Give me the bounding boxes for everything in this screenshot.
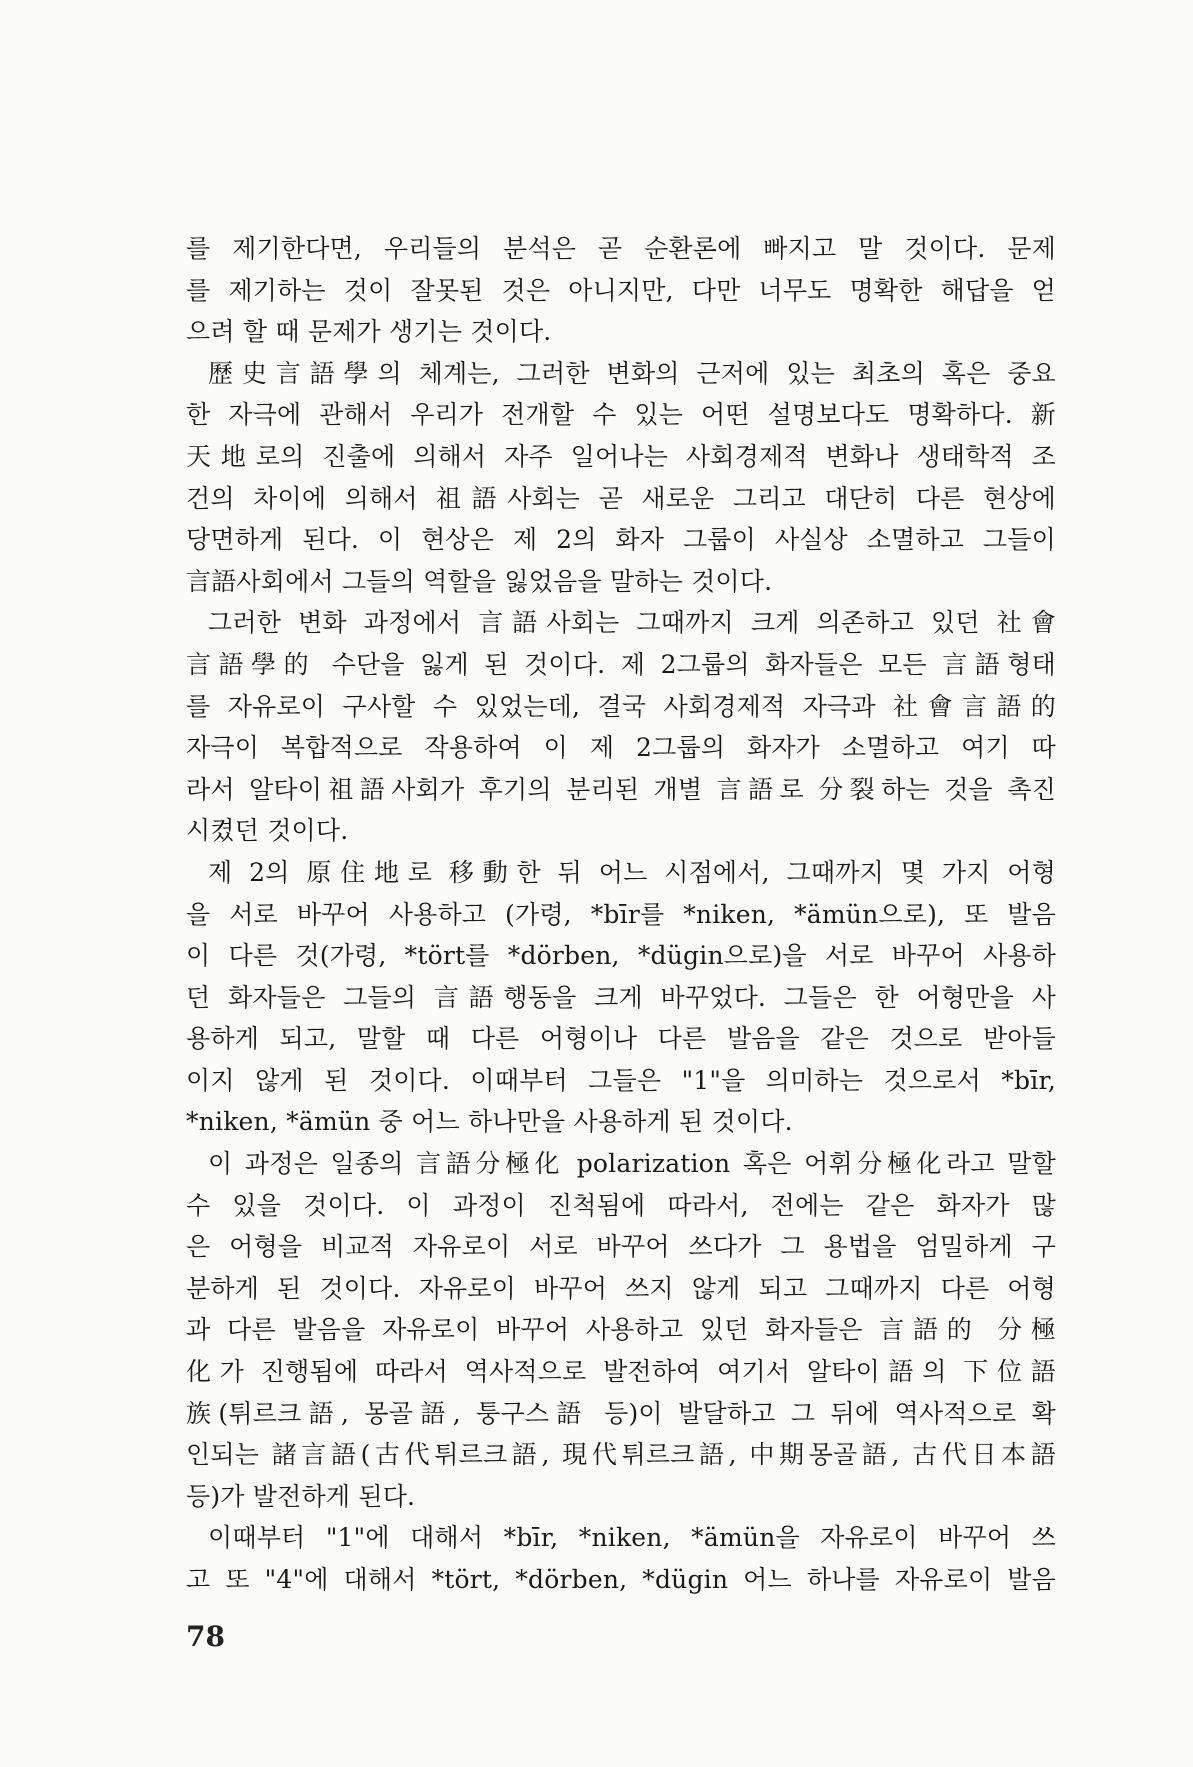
text-line: 으려 할 때 문제가 생기는 것이다. <box>186 317 552 347</box>
text-line: 한 자극에 관해서 우리가 전개할 수 있는 어떤 설명보다도 명확하다. 新 <box>186 400 1056 430</box>
text-line: 이지 않게 된 것이다. 이때부터 그들은 "1"을 의미하는 것으로서 *bīr, <box>186 1065 1056 1095</box>
text-line: 용하게 되고, 말할 때 다른 어형이나 다른 발음을 같은 것으로 받아들 <box>186 1024 1056 1054</box>
text-line: 를 제기한다면, 우리들의 분석은 곧 순환론에 빠지고 말 것이다. 문제 <box>186 234 1056 263</box>
text-line: 이 과정은 일종의 言語分極化 polarization 혹은 어휘分極化라고 말할 <box>208 1149 1056 1179</box>
text-line: 를 제기하는 것이 잘못된 것은 아니지만, 다만 너무도 명확한 해답을 얻 <box>186 275 1056 305</box>
text-line: 제 2의 原住地로 移動한 뒤 어느 시점에서, 그때까지 몇 가지 어형 <box>208 857 1056 887</box>
page-number: 78 <box>186 1620 225 1653</box>
text-line: 건의 차이에 의해서 祖語사회는 곧 새로운 그리고 대단히 다른 현상에 <box>186 483 1056 513</box>
text-line: 言語사회에서 그들의 역할을 잃었음을 말하는 것이다. <box>186 566 773 596</box>
text-line: 化가 진행됨에 따라서 역사적으로 발전하여 여기서 알타이語의 下位語 <box>186 1357 1056 1387</box>
text-line: 을 서로 바꾸어 사용하고 (가령, *bīr를 *niken, *ämün으로), 또 발음 <box>186 899 1056 929</box>
text-line: 시켰던 것이다. <box>186 816 349 846</box>
text-line: 은 어형을 비교적 자유로이 서로 바꾸어 쓰다가 그 용법을 엄밀하게 구 <box>186 1232 1056 1262</box>
text-line: 天地로의 진출에 의해서 자주 일어나는 사회경제적 변화나 생태학적 조 <box>186 441 1056 471</box>
text-line: 수 있을 것이다. 이 과정이 진척됨에 따라서, 전에는 같은 화자가 많 <box>186 1190 1056 1220</box>
text-line: 그러한 변화 과정에서 言語사회는 그때까지 크게 의존하고 있던 社會 <box>208 608 1056 638</box>
text-line: 이때부터 "1"에 대해서 *bīr, *niken, *ämün을 자유로이 바꾸어 쓰 <box>208 1523 1056 1553</box>
text-line: 고 또 "4"에 대해서 *tört, *dörben, *dügin 어느 하나를 자유로이 발음 <box>186 1565 1056 1594</box>
text-line: *niken, *ämün 중 어느 하나만을 사용하게 된 것이다. <box>186 1107 793 1137</box>
text-line: 분하게 된 것이다. 자유로이 바꾸어 쓰지 않게 되고 그때까지 다른 어형 <box>186 1273 1056 1303</box>
text-line: 과 다른 발음을 자유로이 바꾸어 사용하고 있던 화자들은 言語的 分極 <box>186 1315 1056 1345</box>
text-line: 이 다른 것(가령, *tört를 *dörben, *dügin으로)을 서로 바꾸어 사용하 <box>186 941 1056 971</box>
text-line: 를 자유로이 구사할 수 있었는데, 결국 사회경제적 자극과 社會言語的 <box>186 691 1056 721</box>
text-line: 라서 알타이祖語사회가 후기의 분리된 개별 言語로 分裂하는 것을 촉진 <box>186 774 1056 804</box>
text-line: 歷史言語學의 체계는, 그러한 변화의 근저에 있는 최초의 혹은 중요 <box>208 358 1056 388</box>
text-line: 당면하게 된다. 이 현상은 제 2의 화자 그룹이 사실상 소멸하고 그들이 <box>186 525 1056 555</box>
text-line: 族(튀르크語, 몽골語, 퉁구스語 등)이 발달하고 그 뒤에 역사적으로 확 <box>186 1398 1056 1428</box>
body-text <box>186 228 1056 1601</box>
text-line: 던 화자들은 그들의 言語행동을 크게 바꾸었다. 그들은 한 어형만을 사 <box>186 982 1056 1012</box>
text-line: 등)가 발전하게 된다. <box>186 1481 416 1511</box>
text-line: 인되는 諸言語(古代튀르크語, 現代튀르크語, 中期몽골語, 古代日本語 <box>186 1440 1056 1470</box>
text-line: 자극이 복합적으로 작용하여 이 제 2그룹의 화자가 소멸하고 여기 따 <box>186 733 1056 763</box>
text-line: 言語學的 수단을 잃게 된 것이다. 제 2그룹의 화자들은 모든 言語형태 <box>186 649 1056 679</box>
